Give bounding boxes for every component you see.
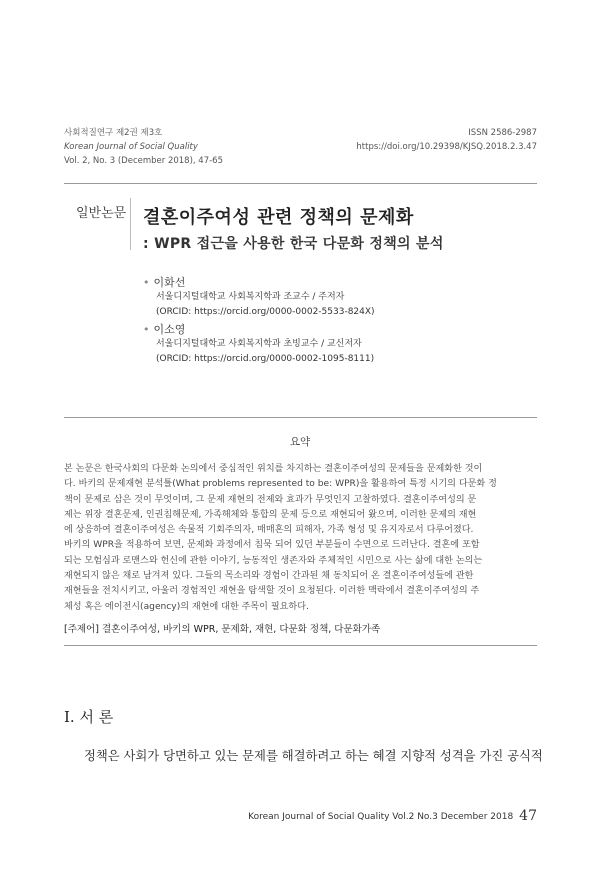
bullet-icon: •: [143, 276, 150, 289]
author-orcid[interactable]: (ORCID: https://orcid.org/0000-0002-1095-8111): [156, 354, 375, 364]
article-subtitle: : WPR 접근을 사용한 한국 다문화 정책의 분석: [143, 236, 444, 252]
page-number: 47: [519, 808, 537, 824]
abstract-line: 재현되지 않은 채로 남겨져 있다. 그들의 목소리와 경험이 간과된 채 동치되어 온 결혼이주여성들에 관한: [64, 571, 474, 582]
abstract-rule-bottom: [64, 645, 537, 646]
abstract-line: 바키의 WPR을 적용하여 보면, 문제화 과정에서 침묵 되어 있던 부분들이 수면으로 드러난다. 결혼에 포함: [64, 540, 480, 551]
author-name: 이소영: [153, 323, 186, 336]
journal-name-korean: 사회적질연구 제2권 제3호: [64, 128, 163, 138]
section-tag: 일반논문: [76, 206, 127, 221]
article-title: 결혼이주여성 관련 정책의 문제화: [143, 207, 414, 228]
author-block: [143, 275, 375, 320]
author-block: [143, 322, 374, 367]
journal-header-left: [64, 126, 223, 168]
doi-link[interactable]: https://doi.org/10.29398/KJSQ.2018.2.3.47: [356, 142, 537, 152]
running-footer: Korean Journal of Social Quality Vol.2 No.3 December 2018: [248, 812, 514, 822]
author-name: 이화선: [153, 276, 186, 289]
abstract-line: 다. 바키의 문제재현 분석틀(What problems represented to be: WPR)을 활용하여 특정 시기의 다문화 정: [64, 479, 497, 490]
abstract-line: 본 논문은 한국사회의 다문화 논의에서 중심적인 위치를 차지하는 결혼이주여성의 문제들을 문제화한 것이: [64, 464, 483, 474]
bullet-icon: •: [143, 323, 150, 336]
section-heading: Ⅰ. 서 론: [64, 708, 114, 726]
volume-info: Vol. 2, No. 3 (December 2018), 47-65: [64, 156, 224, 166]
journal-header-right: [356, 126, 537, 154]
body-paragraph-line: 정책은 사회가 당면하고 있는 문제를 해결하려고 하는 혜결 지향적 성격을 가진 공식적: [84, 749, 543, 763]
issn: ISSN 2586-2987: [468, 128, 537, 138]
page-footer: [248, 808, 537, 824]
author-orcid[interactable]: (ORCID: https://orcid.org/0000-0002-5533-824X): [156, 307, 375, 317]
abstract-body: [64, 462, 537, 615]
abstract-line: 에 상응하여 결혼이주여성은 속물적 기회주의자, 매매혼의 피해자, 가족 형성 및 유지자로서 다루어졌다.: [64, 525, 474, 536]
journal-name-english: Korean Journal of Social Quality: [64, 142, 198, 152]
header-rule-top: [64, 183, 537, 184]
author-affiliation: 서울디지털대학교 사회복지학과 초빙교수 / 교신저자: [156, 339, 362, 349]
abstract-line: 되는 모험심과 로맨스와 헌신에 관한 이야기, 능동적인 생존자와 주체적인 시민으로 사는 삶에 대한 논의는: [64, 555, 483, 566]
abstract-rule-top: [64, 417, 537, 418]
abstract-line: 책이 문제로 삼은 것이 무엇이며, 그 문제 재현의 전제와 효과가 무엇인지 고찰하였다. 결혼이주여성의 문: [64, 494, 477, 505]
abstract-heading: 요약: [289, 436, 311, 448]
abstract-line: 체성 혹은 에이전시(agency)의 재현에 대한 주목이 필요하다.: [64, 601, 309, 612]
title-divider: [130, 198, 131, 250]
abstract-line: 제는 위장 결혼문제, 인권침해문제, 가족해체와 통합의 문제 등으로 재현되어 왔으며, 이러한 문제의 재현: [64, 509, 477, 520]
keywords: [주제어] 결혼이주여성, 바키의 WPR, 문제화, 재현, 다문화 정책, 다문화가족: [64, 624, 381, 635]
abstract-line: 재현들을 전치시키고, 아울러 경험적인 재현을 탐색할 것이 요청된다. 이러한 맥락에서 결혼이주여성의 주: [64, 586, 480, 597]
author-affiliation: 서울디지털대학교 사회복지학과 조교수 / 주저자: [156, 292, 345, 302]
